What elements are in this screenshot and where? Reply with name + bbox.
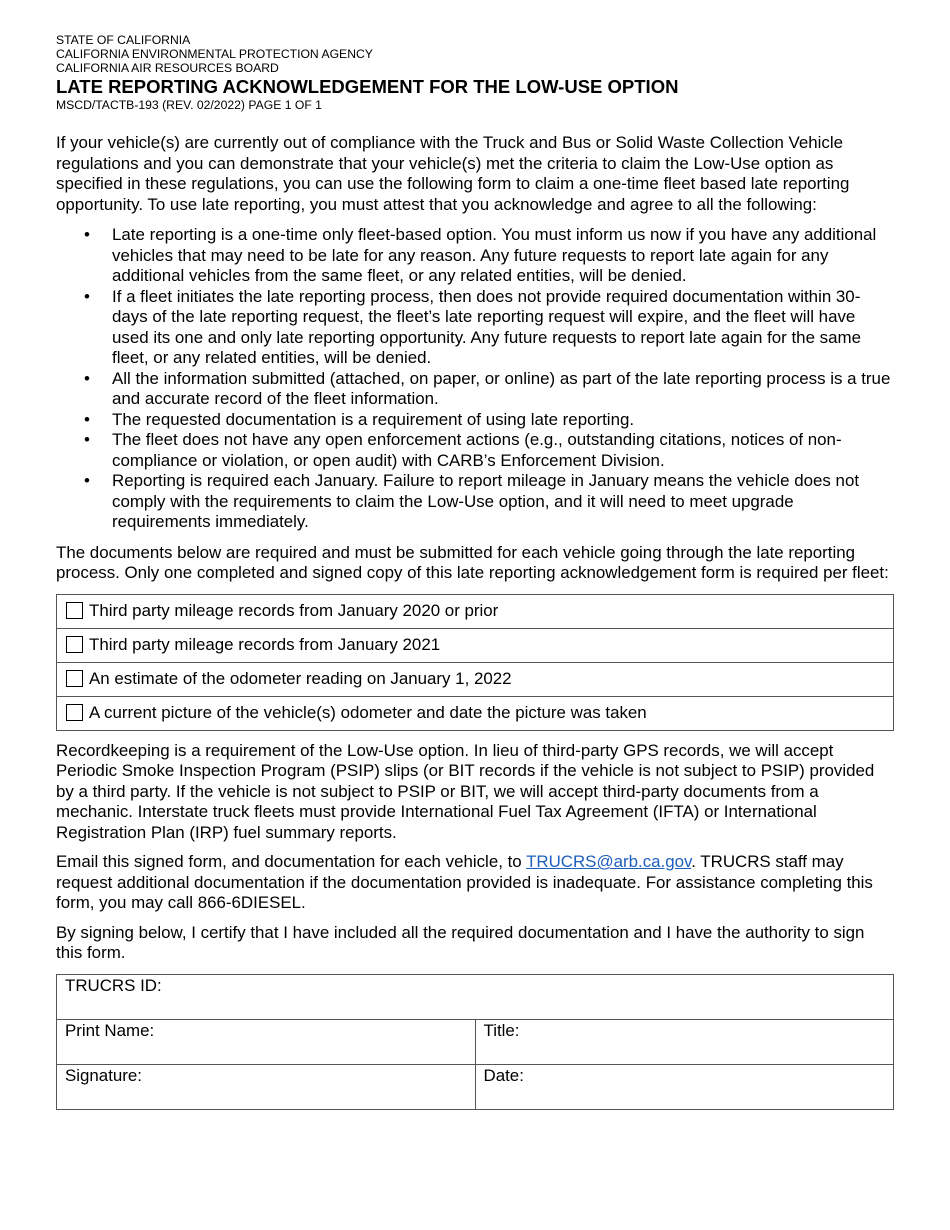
bullet-icon: • <box>84 225 90 244</box>
email-paragraph <box>56 852 894 914</box>
bullet-icon: • <box>84 471 90 490</box>
bullet-icon: • <box>84 430 90 449</box>
checklist-row <box>57 628 894 662</box>
certify-paragraph: By signing below, I certify that I have included all the required documentation and I have the authority to sign this form. <box>56 922 865 962</box>
list-item-text: If a fleet initiates the late reporting process, then does not provide required documentation within 30-days of the late reporting request, the fleet’s late reporting request will expire, and the fleet will have used its one and only late reporting opportunity. Any future requests to report late again for the same fleet, or any related entities, will be denied. <box>112 286 861 367</box>
checklist-label: Third party mileage records from January 2021 <box>89 635 441 654</box>
list-item <box>56 410 894 431</box>
bullet-icon: • <box>84 368 90 388</box>
signature-field[interactable] <box>57 1064 476 1109</box>
date-field[interactable] <box>475 1064 893 1109</box>
title-field[interactable] <box>475 1019 893 1064</box>
list-item-text: The requested documentation is a requirement of using late reporting. <box>112 409 635 429</box>
bullet-icon: • <box>84 409 90 429</box>
list-item-text: The fleet does not have any open enforcement actions (e.g., outstanding citations, notices of non-compliance or violation, or open audit) with CARB’s Enforcement Division. <box>112 430 842 470</box>
signature-label: Signature: <box>65 1065 142 1085</box>
print-name-field[interactable] <box>57 1019 476 1064</box>
checklist-label: Third party mileage records from January 2020 or prior <box>89 601 499 620</box>
recordkeeping-paragraph: Recordkeeping is a requirement of the Low-Use option. In lieu of third-party GPS records, we will accept Periodic Smoke Inspection Program (PSIP) slips (or BIT records if the vehicle is not subject to PSIP) provided by a third party. If the vehicle is not subject to PSIP or BIT, we will accept third-party documents from a mechanic. Interstate truck fleets must provide International Fuel Tax Agreement (IFTA) or International Registration Plan (IRP) fuel summary reports. <box>56 740 875 842</box>
checklist-label: A current picture of the vehicle(s) odometer and date the picture was taken <box>89 703 647 722</box>
title-label: Title: <box>483 1020 520 1040</box>
date-label: Date: <box>483 1065 524 1085</box>
checklist-row <box>57 594 894 628</box>
list-item <box>56 225 894 287</box>
list-item <box>56 430 894 471</box>
bullet-icon: • <box>84 286 90 306</box>
form-title: LATE REPORTING ACKNOWLEDGEMENT FOR THE LOW-USE OPTION <box>56 76 679 97</box>
signature-table <box>56 974 894 1110</box>
email-link[interactable]: TRUCRS@arb.ca.gov <box>526 852 692 871</box>
checkbox-odometer-picture[interactable] <box>66 704 83 721</box>
form-number: MSCD/TACTB-193 (REV. 02/2022) PAGE 1 OF 1 <box>56 98 322 112</box>
checkbox-odometer-estimate[interactable] <box>66 670 83 687</box>
list-item-text: Late reporting is a one-time only fleet-based option. You must inform us now if you have any additional vehicles that may need to be late for any reason. Any future requests to report late again for any additional vehicles from the same fleet, or any related entities, will be denied. <box>112 225 877 285</box>
trucrs-id-field[interactable] <box>57 974 894 1019</box>
acknowledgement-list <box>56 225 894 533</box>
trucrs-id-label: TRUCRS ID: <box>65 975 162 995</box>
list-item-text: Reporting is required each January. Failure to report mileage in January means the vehicle does not comply with the requirements to claim the Low-Use option, and it will need to meet upgrade requirements immediately. <box>112 471 860 531</box>
state-line: STATE OF CALIFORNIA <box>56 33 191 47</box>
checklist-row <box>57 662 894 696</box>
form-header <box>56 33 894 112</box>
print-name-label: Print Name: <box>65 1020 155 1040</box>
board-line: CALIFORNIA AIR RESOURCES BOARD <box>56 61 279 75</box>
email-text-before: Email this signed form, and documentation for each vehicle, to <box>56 852 527 871</box>
list-item <box>56 369 894 410</box>
documents-intro-paragraph: The documents below are required and must be submitted for each vehicle going through the late reporting process. Only one completed and signed copy of this late reporting acknowledgement form is required per fleet: <box>56 542 889 582</box>
intro-paragraph: If your vehicle(s) are currently out of compliance with the Truck and Bus or Solid Waste Collection Vehicle regulations and you can demonstrate that your vehicle(s) met the criteria to claim the Low-Use option as specified in these regulations, you can use the following form to claim a one-time fleet based late reporting opportunity. To use late reporting, you must attest that you acknowledge and agree to all the following: <box>56 133 850 214</box>
checklist-label: An estimate of the odometer reading on January 1, 2022 <box>89 669 512 688</box>
checkbox-mileage-2020[interactable] <box>66 602 83 619</box>
list-item-text: All the information submitted (attached, on paper, or online) as part of the late reporting process is a true and accurate record of the fleet information. <box>112 368 891 408</box>
email-text-after: . TRUCRS staff may request additional documentation if the documentation provided is inadequate. For assistance completing this form, you may call 866-6DIESEL. <box>56 852 873 912</box>
list-item <box>56 471 894 533</box>
documents-checklist <box>56 594 894 731</box>
checklist-row <box>57 696 894 730</box>
checkbox-mileage-2021[interactable] <box>66 636 83 653</box>
agency-line: CALIFORNIA ENVIRONMENTAL PROTECTION AGENCY <box>56 47 373 61</box>
list-item <box>56 287 894 369</box>
